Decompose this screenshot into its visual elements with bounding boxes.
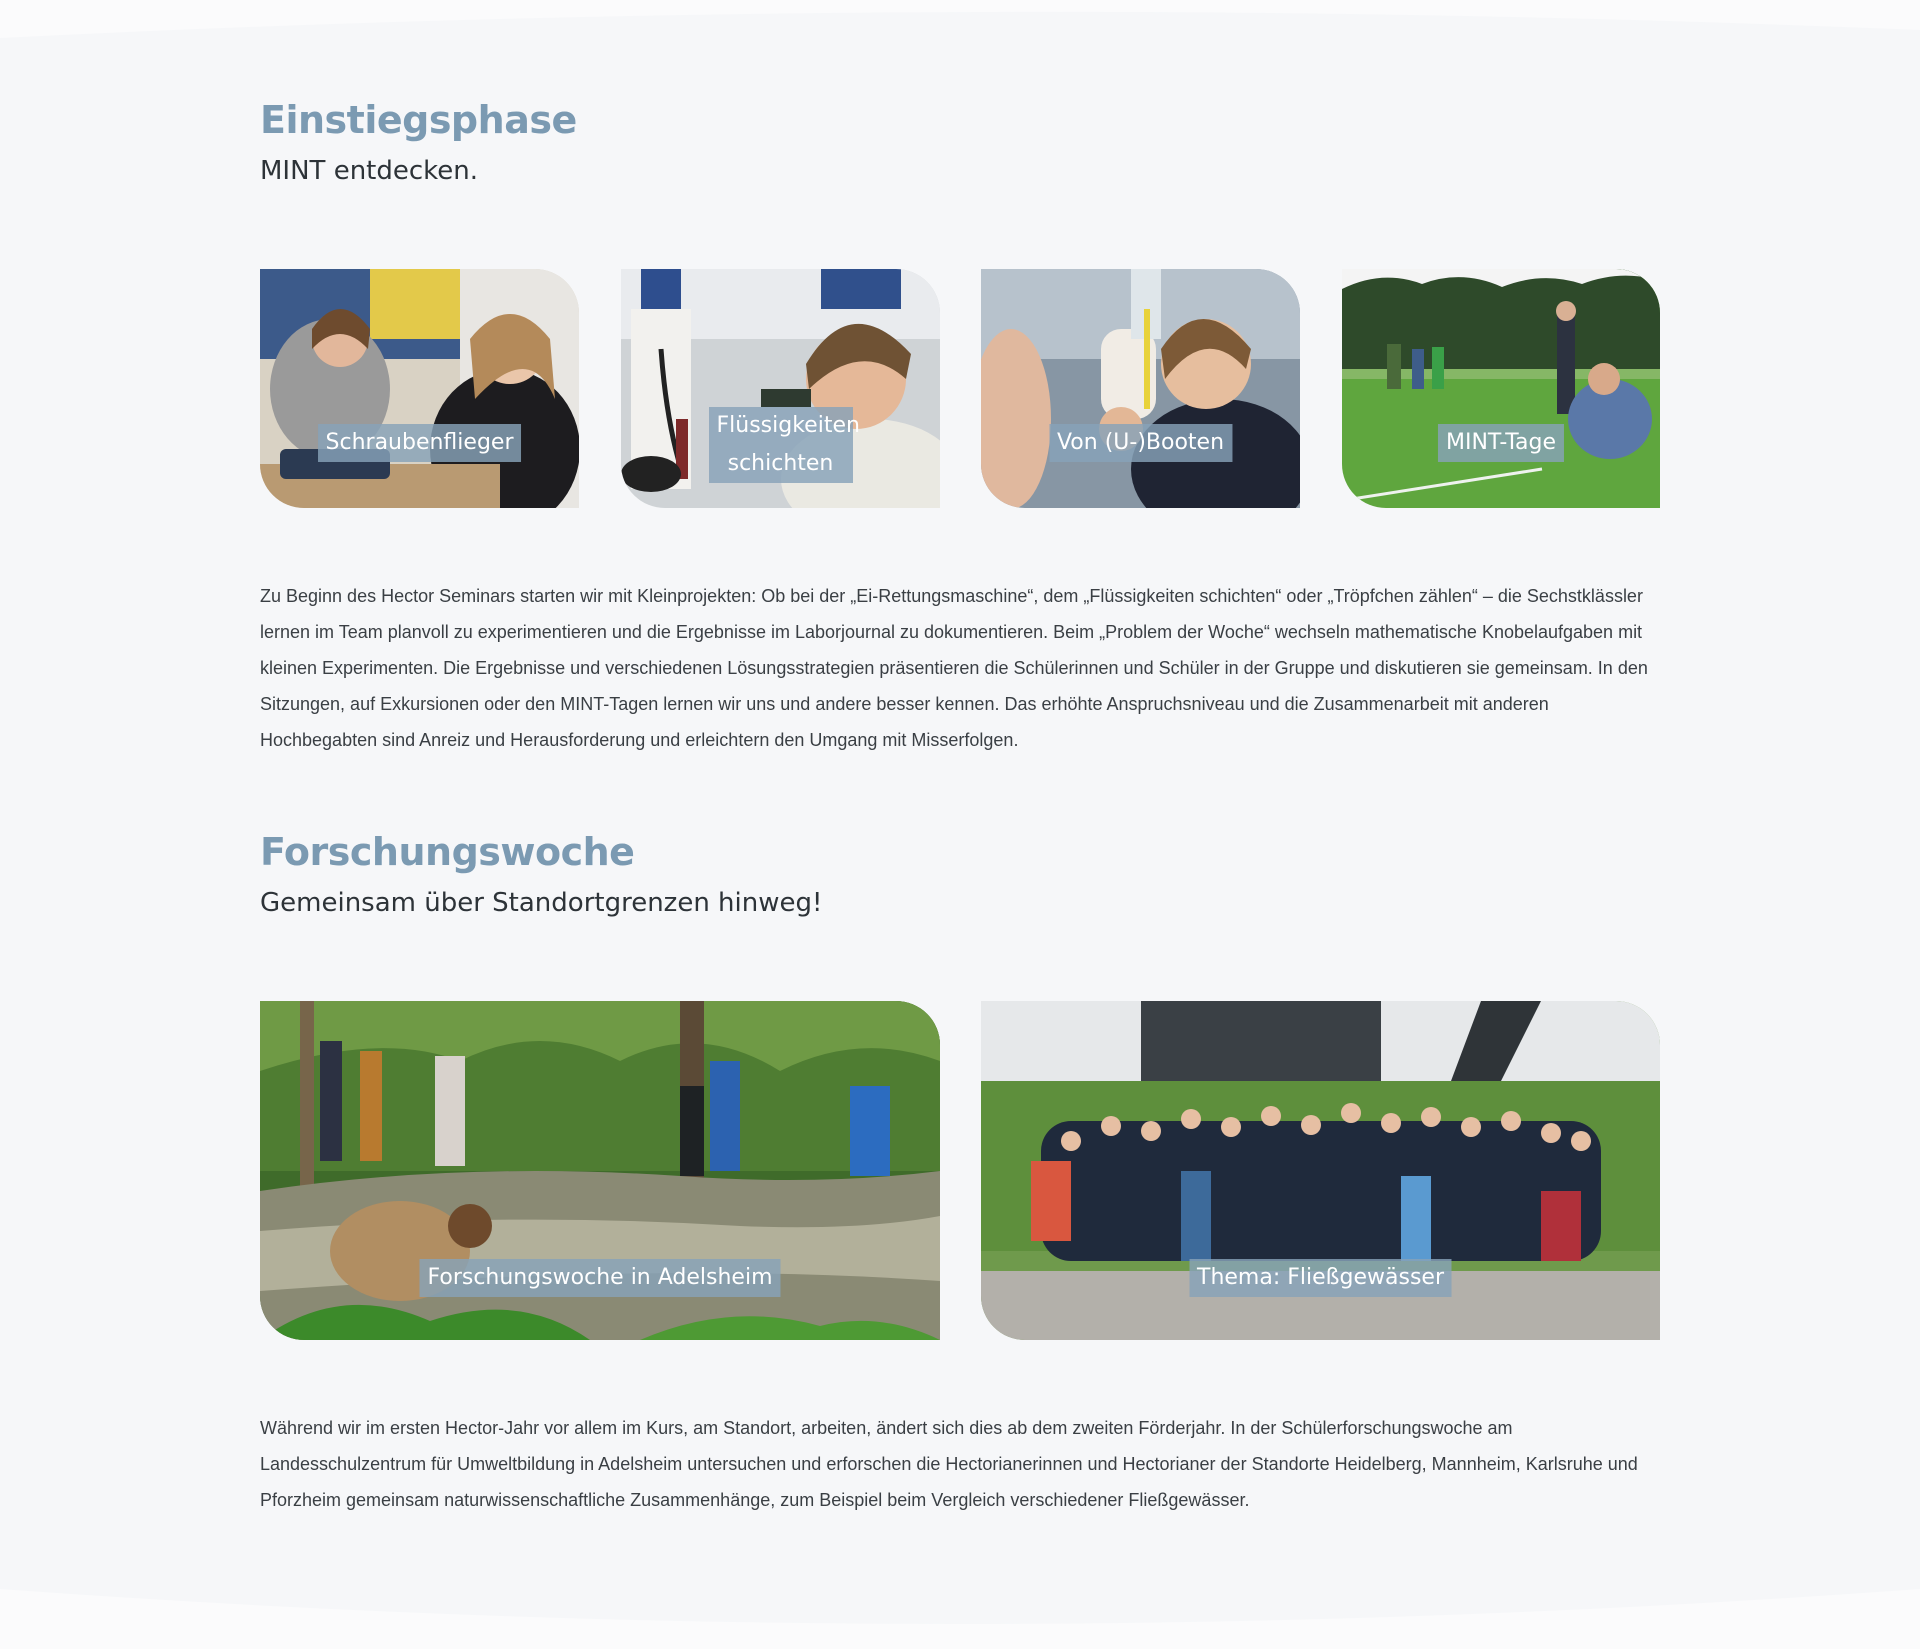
card-thema-fliessgewaesser[interactable] bbox=[981, 1001, 1660, 1340]
card-von-u-booten[interactable] bbox=[981, 269, 1300, 508]
bottom-wave-divider bbox=[0, 1579, 1920, 1649]
card-schraubenflieger[interactable] bbox=[260, 269, 579, 508]
top-wave-divider bbox=[0, 0, 1920, 40]
section-title-einstiegsphase: Einstiegsphase bbox=[260, 98, 577, 142]
card-label: Thema: Fließgewässer bbox=[1189, 1259, 1452, 1297]
section-subtitle-forschungswoche: Gemeinsam über Standortgrenzen hinweg! bbox=[260, 888, 823, 918]
section-paragraph-einstiegsphase: Zu Beginn des Hector Seminars starten wir mit Kleinprojekten: Ob bei der „Ei-Rettungsmaschine“, dem „Flüssigkeiten schichten“ oder „Tröpfchen zählen“ – die Sechstklässler lernen im Team planvoll zu experimentieren und die Ergebnisse im Laborjournal zu dokumentieren. Beim „Problem der Woche“ wechseln mathematische Knobelaufgaben mit kleinen Experimenten. Die Ergebnisse und verschiedenen Lösungsstrategien präsentieren die Schülerinnen und Schüler in der Gruppe und diskutieren sie gemeinsam. In den Sitzungen, auf Exkursionen oder den MINT-Tagen lernen wir uns und andere besser kennen. Das erhöhte Anspruchsniveau und die Zusammenarbeit mit anderen Hochbegabten sind Anreiz und Herausforderung und erleichtern den Umgang mit Misserfolgen. bbox=[260, 586, 1648, 750]
card-label: Schraubenflieger bbox=[318, 424, 522, 462]
photo-bottle-boat bbox=[981, 269, 1300, 508]
section-paragraph-forschungswoche: Während wir im ersten Hector-Jahr vor allem im Kurs, am Standort, arbeiten, ändert sich dies ab dem zweiten Förderjahr. In der Schülerforschungswoche am Landesschulzentrum für Umweltbildung in Adelsheim untersuchen und erforschen die Hectorianerinnen und Hectorianer der Standorte Heidelberg, Mannheim, Karlsruhe und Pforzheim gemeinsam naturwissenschaftliche Zusammenhänge, zum Beispiel beim Vergleich verschiedener Fließgewässer. bbox=[260, 1418, 1638, 1510]
card-mint-tage[interactable] bbox=[1342, 269, 1660, 508]
card-fluessigkeiten-schichten[interactable] bbox=[621, 269, 940, 508]
section-title-forschungswoche: Forschungswoche bbox=[260, 830, 635, 874]
card-label: Von (U-)Booten bbox=[1049, 424, 1232, 462]
card-label: Forschungswoche in Adelsheim bbox=[419, 1259, 780, 1297]
photo-children-building bbox=[260, 269, 579, 508]
card-forschungswoche-adelsheim[interactable] bbox=[260, 1001, 940, 1340]
photo-field-measuring bbox=[1342, 269, 1660, 508]
section-subtitle-einstiegsphase: MINT entdecken. bbox=[260, 156, 479, 186]
card-label: Flüssigkeiten schichten bbox=[709, 407, 853, 483]
card-label: MINT-Tage bbox=[1438, 424, 1564, 462]
